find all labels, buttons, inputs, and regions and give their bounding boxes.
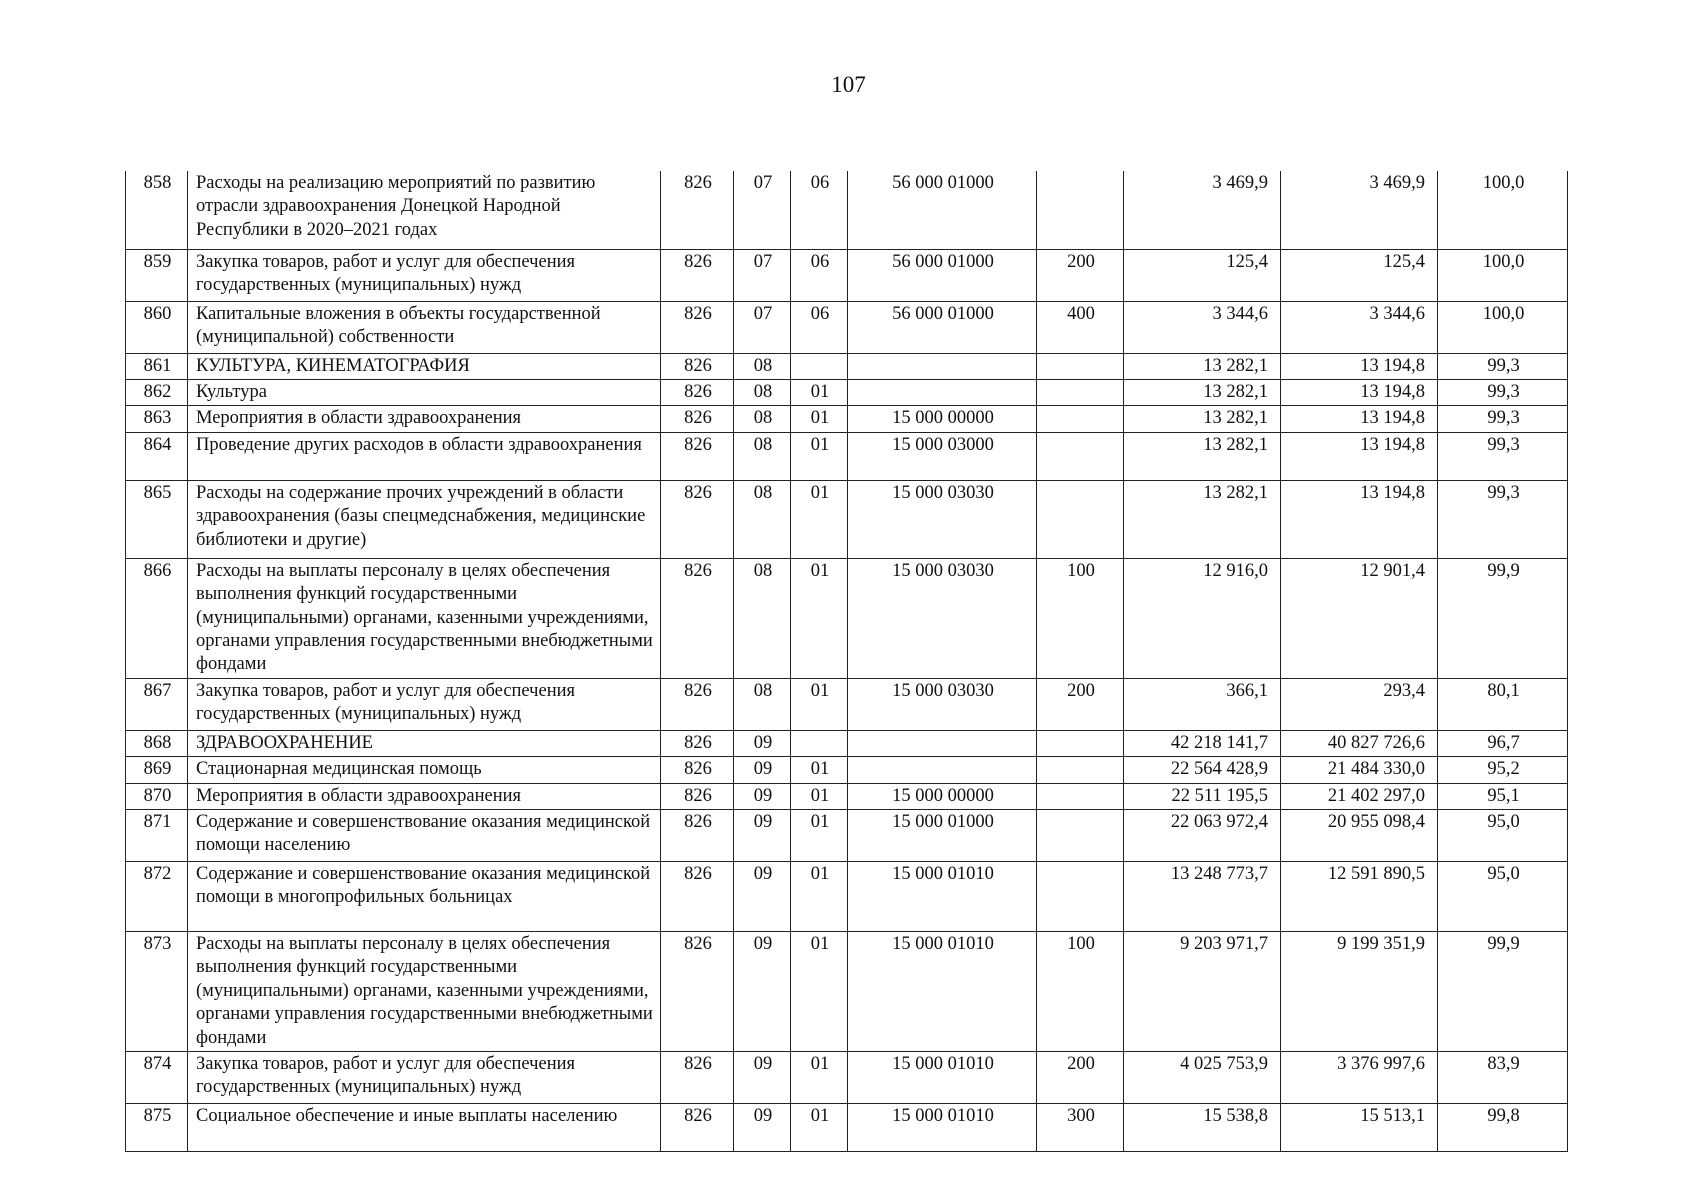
target-article-code-cell: 15 000 01010 bbox=[848, 861, 1037, 931]
department-code-cell: 826 bbox=[661, 809, 734, 861]
expense-type-code-cell bbox=[1037, 379, 1124, 405]
execution-percent-cell: 99,3 bbox=[1438, 432, 1568, 480]
planned-amount-cell: 22 564 428,9 bbox=[1124, 757, 1281, 783]
page-number: 107 bbox=[831, 72, 866, 97]
execution-percent-cell: 95,0 bbox=[1438, 809, 1568, 861]
section-code-cell: 08 bbox=[734, 558, 791, 678]
expense-type-code-cell: 400 bbox=[1037, 301, 1124, 353]
actual-amount-cell: 20 955 098,4 bbox=[1281, 809, 1438, 861]
department-code-cell: 826 bbox=[661, 678, 734, 730]
table-body bbox=[126, 171, 1568, 1152]
row-number-cell: 864 bbox=[126, 432, 188, 480]
row-number-cell: 862 bbox=[126, 379, 188, 405]
target-article-code-cell bbox=[848, 730, 1037, 756]
subsection-code-cell: 06 bbox=[791, 249, 848, 301]
target-article-code-cell: 56 000 01000 bbox=[848, 301, 1037, 353]
section-code-cell: 09 bbox=[734, 861, 791, 931]
subsection-code-cell: 01 bbox=[791, 379, 848, 405]
department-code-cell: 826 bbox=[661, 1104, 734, 1152]
item-name-cell: Расходы на содержание прочих учреждений в области здравоохранения (базы спецмедснабжения, медицинские библиотеки и другие) bbox=[188, 480, 661, 558]
expense-type-code-cell bbox=[1037, 432, 1124, 480]
expense-type-code-cell bbox=[1037, 730, 1124, 756]
row-number-cell: 867 bbox=[126, 678, 188, 730]
section-code-cell: 09 bbox=[734, 931, 791, 1051]
section-code-cell: 08 bbox=[734, 379, 791, 405]
target-article-code-cell: 15 000 03030 bbox=[848, 558, 1037, 678]
department-code-cell: 826 bbox=[661, 558, 734, 678]
actual-amount-cell: 21 484 330,0 bbox=[1281, 757, 1438, 783]
planned-amount-cell: 9 203 971,7 bbox=[1124, 931, 1281, 1051]
actual-amount-cell: 15 513,1 bbox=[1281, 1104, 1438, 1152]
planned-amount-cell: 125,4 bbox=[1124, 249, 1281, 301]
target-article-code-cell: 15 000 00000 bbox=[848, 406, 1037, 432]
execution-percent-cell: 99,3 bbox=[1438, 379, 1568, 405]
expense-type-code-cell: 200 bbox=[1037, 1052, 1124, 1104]
actual-amount-cell: 3 469,9 bbox=[1281, 171, 1438, 249]
item-name-cell: Культура bbox=[188, 379, 661, 405]
expense-type-code-cell bbox=[1037, 480, 1124, 558]
item-name-cell: Закупка товаров, работ и услуг для обеспечения государственных (муниципальных) нужд bbox=[188, 1052, 661, 1104]
expense-type-code-cell: 300 bbox=[1037, 1104, 1124, 1152]
table-row bbox=[126, 432, 1568, 480]
table-row bbox=[126, 730, 1568, 756]
department-code-cell: 826 bbox=[661, 301, 734, 353]
target-article-code-cell: 15 000 01010 bbox=[848, 931, 1037, 1051]
expense-type-code-cell bbox=[1037, 171, 1124, 249]
table-row bbox=[126, 757, 1568, 783]
target-article-code-cell: 15 000 03030 bbox=[848, 678, 1037, 730]
section-code-cell: 08 bbox=[734, 678, 791, 730]
planned-amount-cell: 13 248 773,7 bbox=[1124, 861, 1281, 931]
target-article-code-cell bbox=[848, 757, 1037, 783]
execution-percent-cell: 99,8 bbox=[1438, 1104, 1568, 1152]
department-code-cell: 826 bbox=[661, 171, 734, 249]
expense-type-code-cell: 200 bbox=[1037, 678, 1124, 730]
section-code-cell: 07 bbox=[734, 301, 791, 353]
subsection-code-cell: 01 bbox=[791, 931, 848, 1051]
subsection-code-cell: 06 bbox=[791, 301, 848, 353]
section-code-cell: 08 bbox=[734, 432, 791, 480]
execution-percent-cell: 96,7 bbox=[1438, 730, 1568, 756]
department-code-cell: 826 bbox=[661, 783, 734, 809]
item-name-cell: КУЛЬТУРА, КИНЕМАТОГРАФИЯ bbox=[188, 353, 661, 379]
item-name-cell: Закупка товаров, работ и услуг для обеспечения государственных (муниципальных) нужд bbox=[188, 678, 661, 730]
row-number-cell: 874 bbox=[126, 1052, 188, 1104]
item-name-cell: Расходы на реализацию мероприятий по развитию отрасли здравоохранения Донецкой Народной Республики в 2020–2021 годах bbox=[188, 171, 661, 249]
actual-amount-cell: 21 402 297,0 bbox=[1281, 783, 1438, 809]
actual-amount-cell: 3 376 997,6 bbox=[1281, 1052, 1438, 1104]
execution-percent-cell: 83,9 bbox=[1438, 1052, 1568, 1104]
execution-percent-cell: 95,2 bbox=[1438, 757, 1568, 783]
expense-type-code-cell bbox=[1037, 353, 1124, 379]
execution-percent-cell: 99,9 bbox=[1438, 931, 1568, 1051]
actual-amount-cell: 13 194,8 bbox=[1281, 480, 1438, 558]
actual-amount-cell: 9 199 351,9 bbox=[1281, 931, 1438, 1051]
row-number-cell: 873 bbox=[126, 931, 188, 1051]
section-code-cell: 09 bbox=[734, 1104, 791, 1152]
expense-type-code-cell bbox=[1037, 757, 1124, 783]
target-article-code-cell: 15 000 03030 bbox=[848, 480, 1037, 558]
target-article-code-cell: 15 000 03000 bbox=[848, 432, 1037, 480]
expense-type-code-cell bbox=[1037, 406, 1124, 432]
item-name-cell: Содержание и совершенствование оказания медицинской помощи в многопрофильных больницах bbox=[188, 861, 661, 931]
actual-amount-cell: 12 901,4 bbox=[1281, 558, 1438, 678]
actual-amount-cell: 13 194,8 bbox=[1281, 353, 1438, 379]
actual-amount-cell: 13 194,8 bbox=[1281, 406, 1438, 432]
subsection-code-cell: 01 bbox=[791, 406, 848, 432]
actual-amount-cell: 293,4 bbox=[1281, 678, 1438, 730]
actual-amount-cell: 3 344,6 bbox=[1281, 301, 1438, 353]
execution-percent-cell: 100,0 bbox=[1438, 171, 1568, 249]
planned-amount-cell: 22 063 972,4 bbox=[1124, 809, 1281, 861]
row-number-cell: 875 bbox=[126, 1104, 188, 1152]
subsection-code-cell: 01 bbox=[791, 783, 848, 809]
planned-amount-cell: 12 916,0 bbox=[1124, 558, 1281, 678]
planned-amount-cell: 13 282,1 bbox=[1124, 379, 1281, 405]
section-code-cell: 09 bbox=[734, 730, 791, 756]
target-article-code-cell: 56 000 01000 bbox=[848, 171, 1037, 249]
execution-percent-cell: 99,9 bbox=[1438, 558, 1568, 678]
department-code-cell: 826 bbox=[661, 379, 734, 405]
table-row bbox=[126, 301, 1568, 353]
planned-amount-cell: 366,1 bbox=[1124, 678, 1281, 730]
department-code-cell: 826 bbox=[661, 931, 734, 1051]
row-number-cell: 866 bbox=[126, 558, 188, 678]
table-row bbox=[126, 353, 1568, 379]
subsection-code-cell: 01 bbox=[791, 480, 848, 558]
section-code-cell: 08 bbox=[734, 353, 791, 379]
planned-amount-cell: 13 282,1 bbox=[1124, 353, 1281, 379]
table-row bbox=[126, 809, 1568, 861]
section-code-cell: 09 bbox=[734, 1052, 791, 1104]
item-name-cell: Мероприятия в области здравоохранения bbox=[188, 783, 661, 809]
subsection-code-cell: 01 bbox=[791, 1104, 848, 1152]
table-row bbox=[126, 480, 1568, 558]
planned-amount-cell: 3 344,6 bbox=[1124, 301, 1281, 353]
row-number-cell: 858 bbox=[126, 171, 188, 249]
subsection-code-cell: 01 bbox=[791, 861, 848, 931]
target-article-code-cell: 15 000 00000 bbox=[848, 783, 1037, 809]
table-row bbox=[126, 783, 1568, 809]
target-article-code-cell bbox=[848, 379, 1037, 405]
table-row bbox=[126, 1052, 1568, 1104]
row-number-cell: 872 bbox=[126, 861, 188, 931]
planned-amount-cell: 4 025 753,9 bbox=[1124, 1052, 1281, 1104]
execution-percent-cell: 99,3 bbox=[1438, 480, 1568, 558]
row-number-cell: 868 bbox=[126, 730, 188, 756]
item-name-cell: Мероприятия в области здравоохранения bbox=[188, 406, 661, 432]
table-row bbox=[126, 861, 1568, 931]
row-number-cell: 871 bbox=[126, 809, 188, 861]
table-row bbox=[126, 931, 1568, 1051]
execution-percent-cell: 99,3 bbox=[1438, 406, 1568, 432]
execution-percent-cell: 95,1 bbox=[1438, 783, 1568, 809]
actual-amount-cell: 12 591 890,5 bbox=[1281, 861, 1438, 931]
department-code-cell: 826 bbox=[661, 480, 734, 558]
table-row bbox=[126, 171, 1568, 249]
subsection-code-cell: 01 bbox=[791, 558, 848, 678]
expense-type-code-cell: 200 bbox=[1037, 249, 1124, 301]
section-code-cell: 09 bbox=[734, 757, 791, 783]
table-row bbox=[126, 678, 1568, 730]
target-article-code-cell: 15 000 01000 bbox=[848, 809, 1037, 861]
actual-amount-cell: 125,4 bbox=[1281, 249, 1438, 301]
execution-percent-cell: 100,0 bbox=[1438, 301, 1568, 353]
item-name-cell: Содержание и совершенствование оказания медицинской помощи населению bbox=[188, 809, 661, 861]
subsection-code-cell: 01 bbox=[791, 1052, 848, 1104]
row-number-cell: 861 bbox=[126, 353, 188, 379]
execution-percent-cell: 95,0 bbox=[1438, 861, 1568, 931]
department-code-cell: 826 bbox=[661, 249, 734, 301]
row-number-cell: 869 bbox=[126, 757, 188, 783]
row-number-cell: 860 bbox=[126, 301, 188, 353]
row-number-cell: 865 bbox=[126, 480, 188, 558]
target-article-code-cell: 56 000 01000 bbox=[848, 249, 1037, 301]
table-row bbox=[126, 406, 1568, 432]
expense-type-code-cell: 100 bbox=[1037, 558, 1124, 678]
planned-amount-cell: 13 282,1 bbox=[1124, 406, 1281, 432]
execution-percent-cell: 99,3 bbox=[1438, 353, 1568, 379]
item-name-cell: Закупка товаров, работ и услуг для обеспечения государственных (муниципальных) нужд bbox=[188, 249, 661, 301]
subsection-code-cell bbox=[791, 353, 848, 379]
expense-type-code-cell bbox=[1037, 783, 1124, 809]
subsection-code-cell: 01 bbox=[791, 678, 848, 730]
expense-type-code-cell: 100 bbox=[1037, 931, 1124, 1051]
planned-amount-cell: 13 282,1 bbox=[1124, 432, 1281, 480]
execution-percent-cell: 100,0 bbox=[1438, 249, 1568, 301]
item-name-cell: Расходы на выплаты персоналу в целях обеспечения выполнения функций государственными (муниципальными) органами, казенными учреждениями, органами управления государственными внебюджетными фондами bbox=[188, 558, 661, 678]
section-code-cell: 07 bbox=[734, 171, 791, 249]
department-code-cell: 826 bbox=[661, 861, 734, 931]
row-number-cell: 870 bbox=[126, 783, 188, 809]
department-code-cell: 826 bbox=[661, 406, 734, 432]
row-number-cell: 859 bbox=[126, 249, 188, 301]
section-code-cell: 08 bbox=[734, 406, 791, 432]
subsection-code-cell bbox=[791, 730, 848, 756]
item-name-cell: ЗДРАВООХРАНЕНИЕ bbox=[188, 730, 661, 756]
department-code-cell: 826 bbox=[661, 432, 734, 480]
actual-amount-cell: 13 194,8 bbox=[1281, 379, 1438, 405]
target-article-code-cell bbox=[848, 353, 1037, 379]
row-number-cell: 863 bbox=[126, 406, 188, 432]
department-code-cell: 826 bbox=[661, 757, 734, 783]
table-row bbox=[126, 558, 1568, 678]
planned-amount-cell: 42 218 141,7 bbox=[1124, 730, 1281, 756]
subsection-code-cell: 01 bbox=[791, 757, 848, 783]
expense-type-code-cell bbox=[1037, 809, 1124, 861]
planned-amount-cell: 22 511 195,5 bbox=[1124, 783, 1281, 809]
section-code-cell: 09 bbox=[734, 809, 791, 861]
department-code-cell: 826 bbox=[661, 353, 734, 379]
department-code-cell: 826 bbox=[661, 1052, 734, 1104]
section-code-cell: 08 bbox=[734, 480, 791, 558]
target-article-code-cell: 15 000 01010 bbox=[848, 1104, 1037, 1152]
planned-amount-cell: 15 538,8 bbox=[1124, 1104, 1281, 1152]
target-article-code-cell: 15 000 01010 bbox=[848, 1052, 1037, 1104]
department-code-cell: 826 bbox=[661, 730, 734, 756]
expense-type-code-cell bbox=[1037, 861, 1124, 931]
actual-amount-cell: 40 827 726,6 bbox=[1281, 730, 1438, 756]
item-name-cell: Социальное обеспечение и иные выплаты населению bbox=[188, 1104, 661, 1152]
subsection-code-cell: 01 bbox=[791, 432, 848, 480]
execution-percent-cell: 80,1 bbox=[1438, 678, 1568, 730]
section-code-cell: 09 bbox=[734, 783, 791, 809]
planned-amount-cell: 3 469,9 bbox=[1124, 171, 1281, 249]
table-row bbox=[126, 249, 1568, 301]
item-name-cell: Проведение других расходов в области здравоохранения bbox=[188, 432, 661, 480]
section-code-cell: 07 bbox=[734, 249, 791, 301]
table-row bbox=[126, 379, 1568, 405]
planned-amount-cell: 13 282,1 bbox=[1124, 480, 1281, 558]
subsection-code-cell: 06 bbox=[791, 171, 848, 249]
item-name-cell: Капитальные вложения в объекты государственной (муниципальной) собственности bbox=[188, 301, 661, 353]
table-row bbox=[126, 1104, 1568, 1152]
subsection-code-cell: 01 bbox=[791, 809, 848, 861]
actual-amount-cell: 13 194,8 bbox=[1281, 432, 1438, 480]
item-name-cell: Стационарная медицинская помощь bbox=[188, 757, 661, 783]
item-name-cell: Расходы на выплаты персоналу в целях обеспечения выполнения функций государственными (муниципальными) органами, казенными учреждениями, органами управления государственными внебюджетными фондами bbox=[188, 931, 661, 1051]
budget-table bbox=[125, 171, 1568, 1152]
